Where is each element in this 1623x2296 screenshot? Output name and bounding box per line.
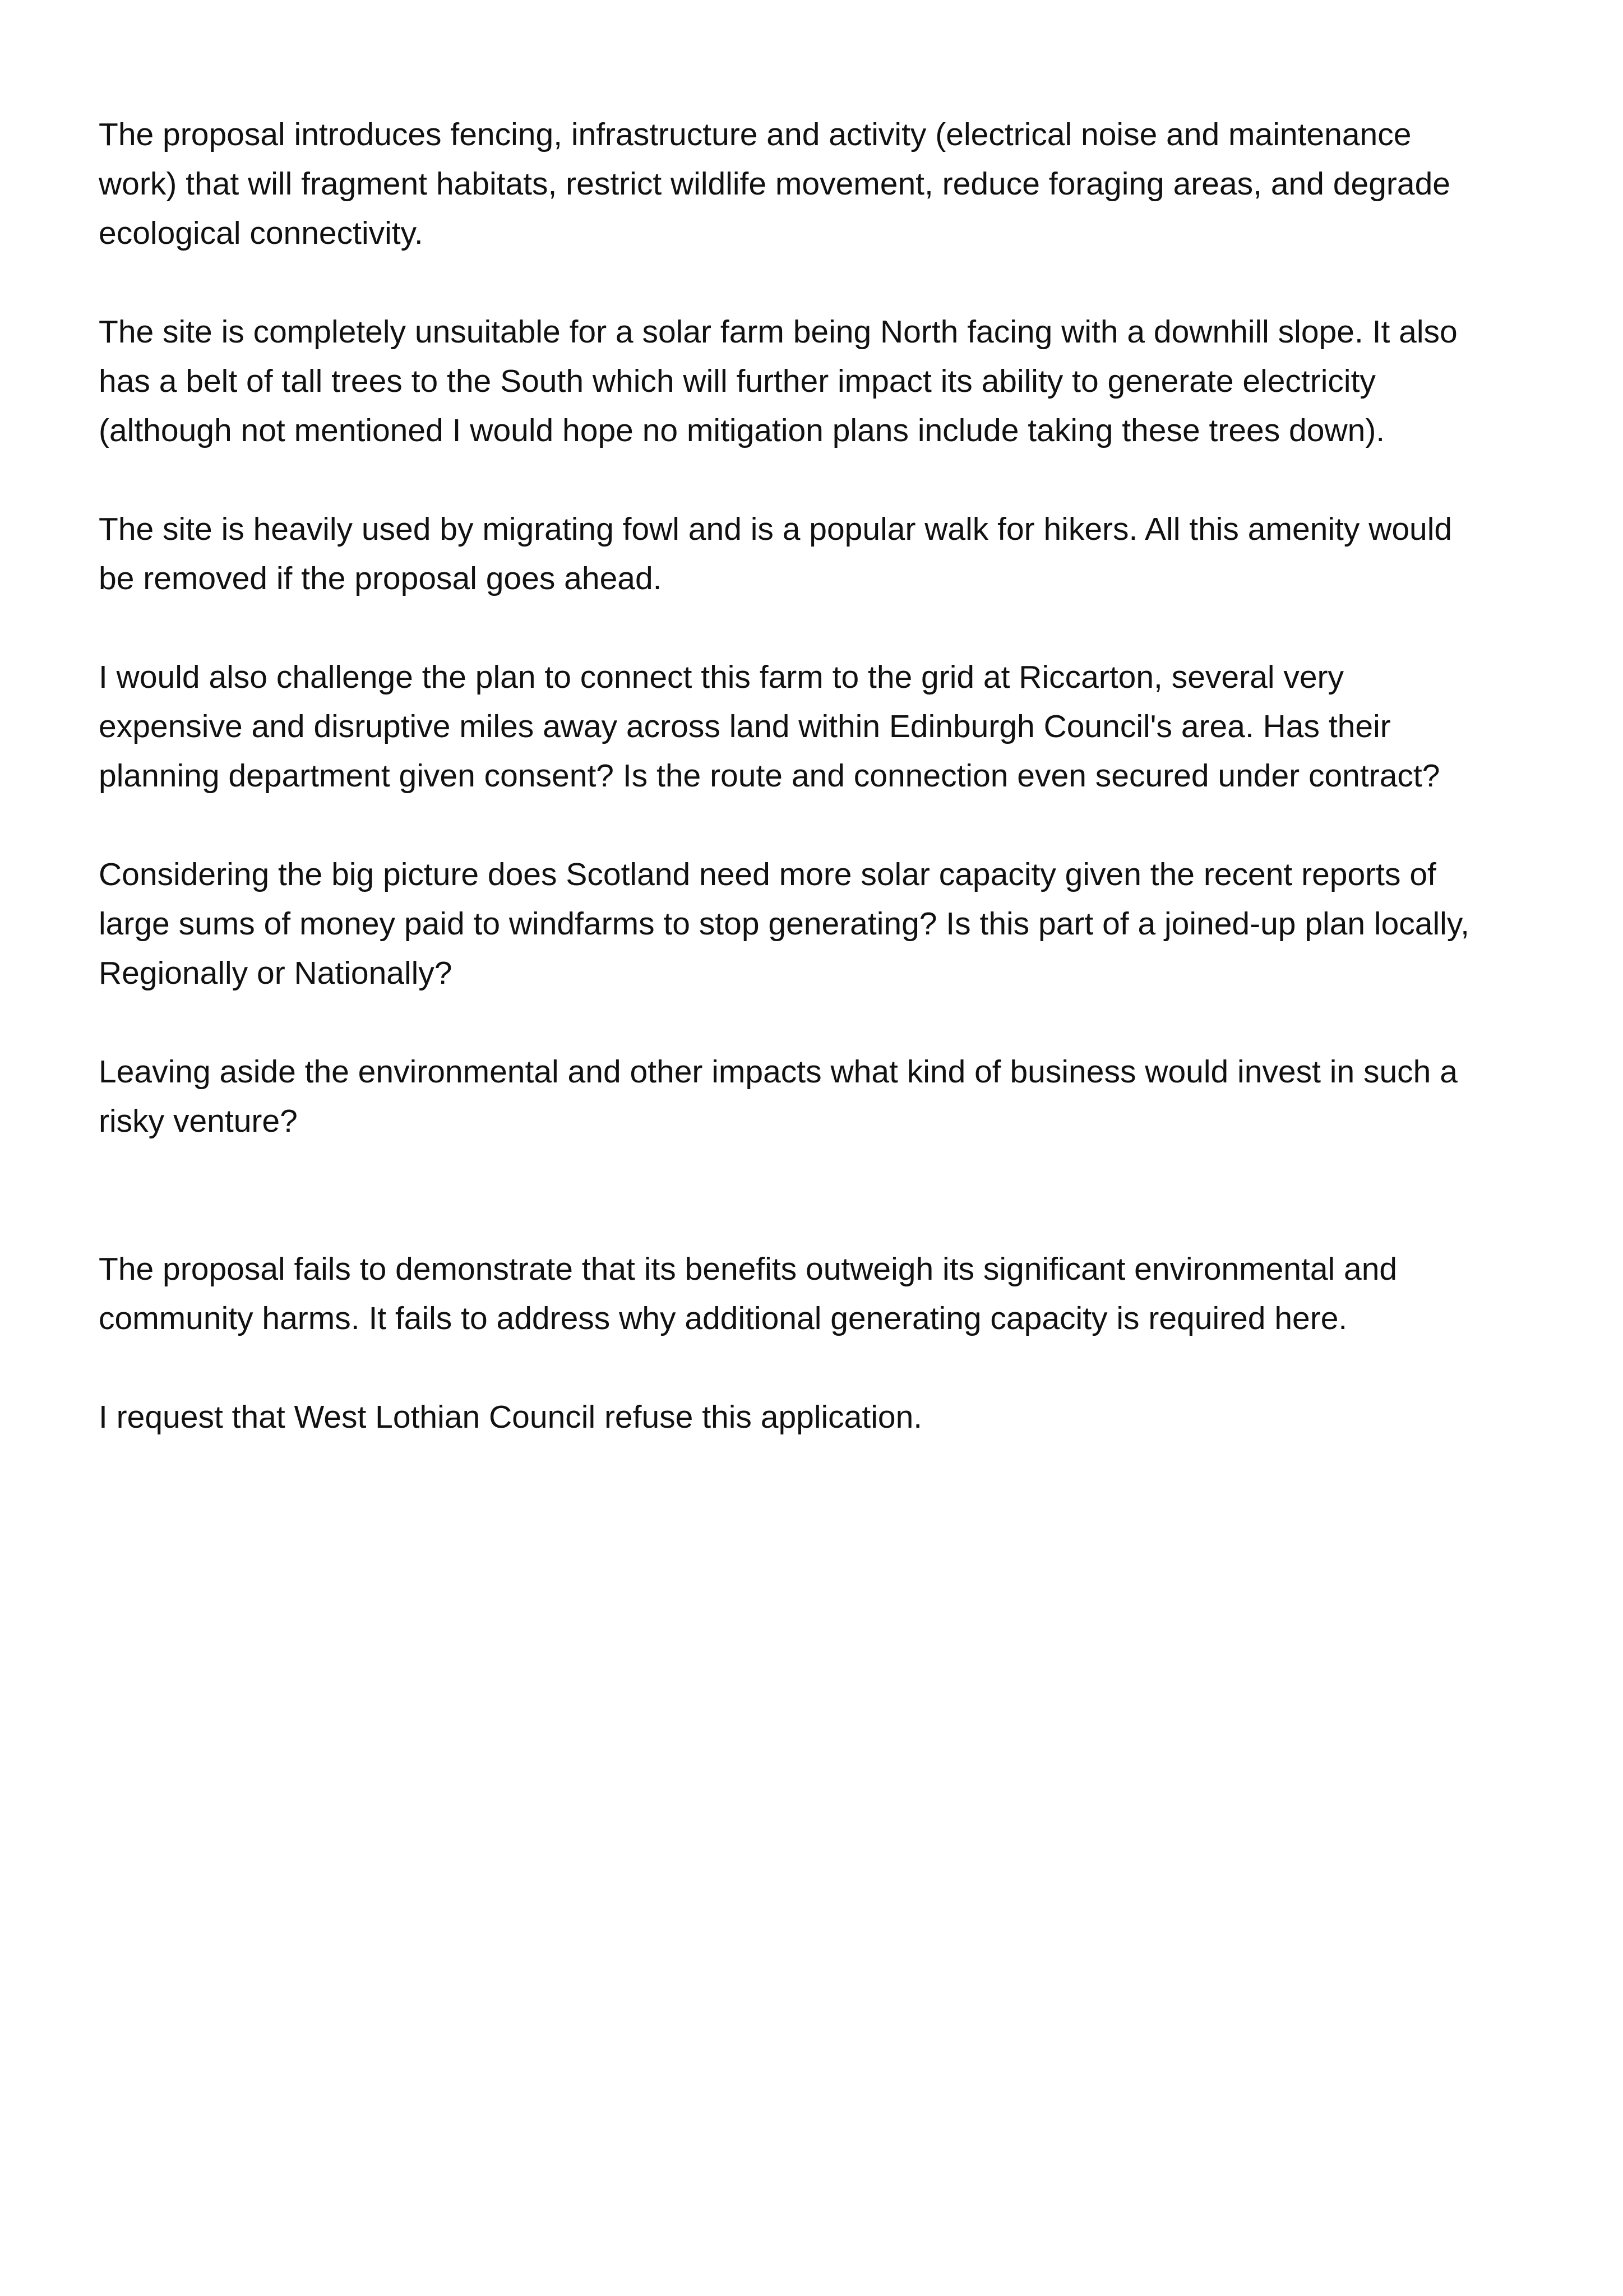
paragraph-site-unsuitable: The site is completely unsuitable for a solar farm being North facing with a downhill slope. It also has a belt of tall trees to the South which will further impact its ability to generate electricity (although not mentioned I would hope no mitigation plans include taking these trees down). (99, 314, 1458, 448)
paragraph-migrating-fowl: The site is heavily used by migrating fowl and is a popular walk for hikers. All this amenity would be removed if the proposal goes ahead. (99, 511, 1453, 596)
paragraph-request-refusal: I request that West Lothian Council refuse this application. (99, 1399, 923, 1435)
paragraph-solar-capacity: Considering the big picture does Scotland need more solar capacity given the recent reports of large sums of money paid to windfarms to stop generating? Is this part of a joined-up plan locally, Regionally or Nationally? (99, 857, 1469, 991)
paragraph-risky-venture: Leaving aside the environmental and other impacts what kind of business would invest in such a risky venture? (99, 1054, 1458, 1139)
paragraph-grid-connection: I would also challenge the plan to connect this farm to the grid at Riccarton, several very expensive and disruptive miles away across land within Edinburgh Council's area. Has their planning department given consent? Is the route and connection even secured under contract? (99, 659, 1440, 794)
paragraph-habitat-fragmentation: The proposal introduces fencing, infrastructure and activity (electrical noise and maintenance work) that will fragment habitats, restrict wildlife movement, reduce foraging areas, and degrade ecological connectivity. (99, 117, 1450, 251)
document-body (99, 110, 1534, 1491)
paragraph-conclusion: The proposal fails to demonstrate that its benefits outweigh its significant environmental and community harms. It fails to address why additional generating capacity is required here. (99, 1251, 1398, 1336)
